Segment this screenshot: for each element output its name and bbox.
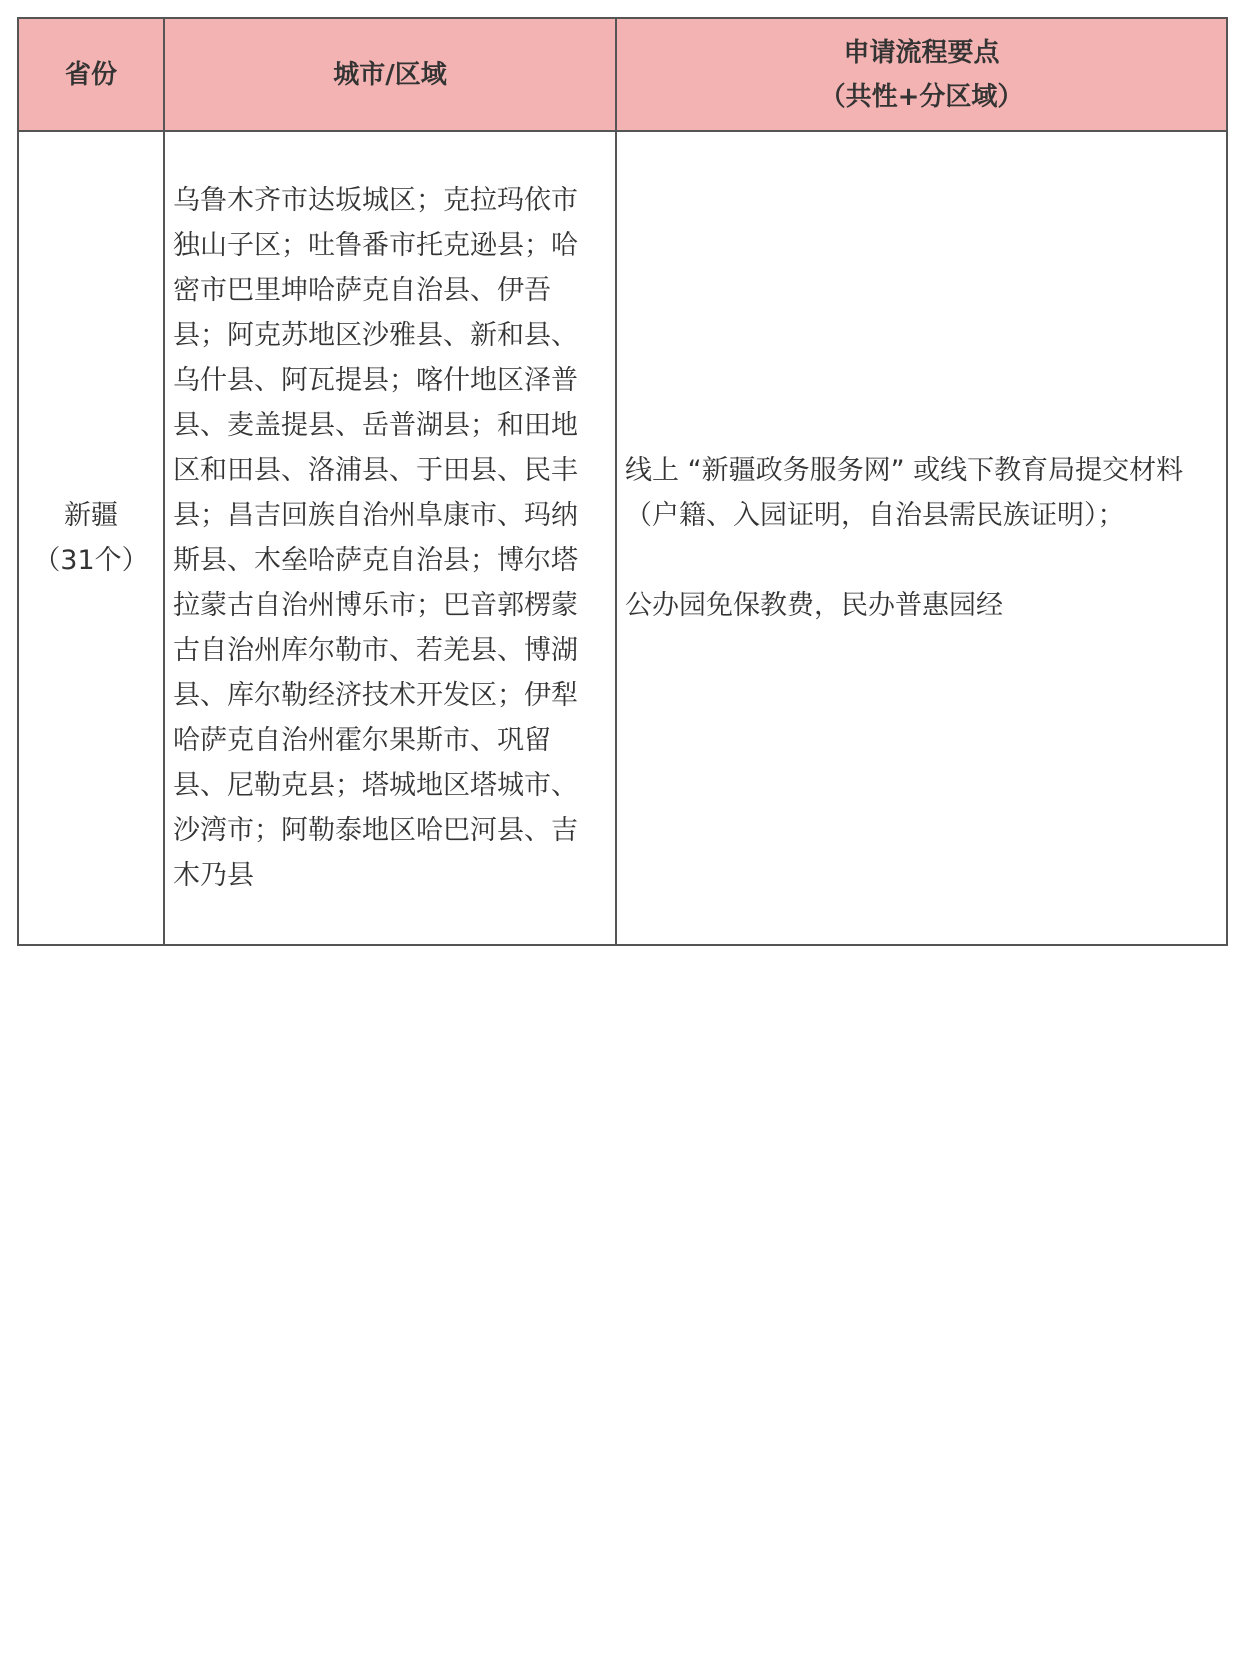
process-cell: [616, 131, 1227, 945]
header-city-region: 城市/区域: [164, 18, 616, 131]
header-process-line2: （共性+分区域）: [819, 81, 1024, 112]
province-name: 新疆: [64, 500, 118, 531]
process-paragraph-submit: 线上 “新疆政务服务网” 或线下教育局提交材料（户籍、入园证明，自治县需民族证明）；: [625, 455, 1184, 531]
cities-cell: [164, 131, 616, 945]
header-province: 省份: [18, 18, 164, 131]
cities-text: 乌鲁木齐市达坂城区；克拉玛依市独山子区；吐鲁番市托克逊县；哈密市巴里坤哈萨克自治县、伊吾县；阿克苏地区沙雅县、新和县、乌什县、阿瓦提县；喀什地区泽普县、麦盖提县、岳普湖县；和田地区和田县、洛浦县、于田县、民丰县；昌吉回族自治州阜康市、玛纳斯县、木垒哈萨克自治县；博尔塔拉蒙古自治州博乐市；巴音郭楞蒙古自治州库尔勒市、若羌县、博湖县、库尔勒经济技术开发区；伊犁哈萨克自治州霍尔果斯市、巩留县、尼勒克县；塔城地区塔城市、沙湾市；阿勒泰地区哈巴河县、吉木乃县: [173, 185, 578, 891]
table-row: [18, 131, 1227, 945]
province-cell: [18, 131, 164, 945]
policy-table: [17, 17, 1228, 946]
header-row: [18, 18, 1227, 131]
header-process: [616, 18, 1227, 131]
province-count: （31个）: [33, 545, 149, 576]
header-process-line1: 申请流程要点: [843, 37, 1000, 68]
process-paragraph-fees: 公办园免保教费，民办普惠园经: [625, 590, 1003, 621]
